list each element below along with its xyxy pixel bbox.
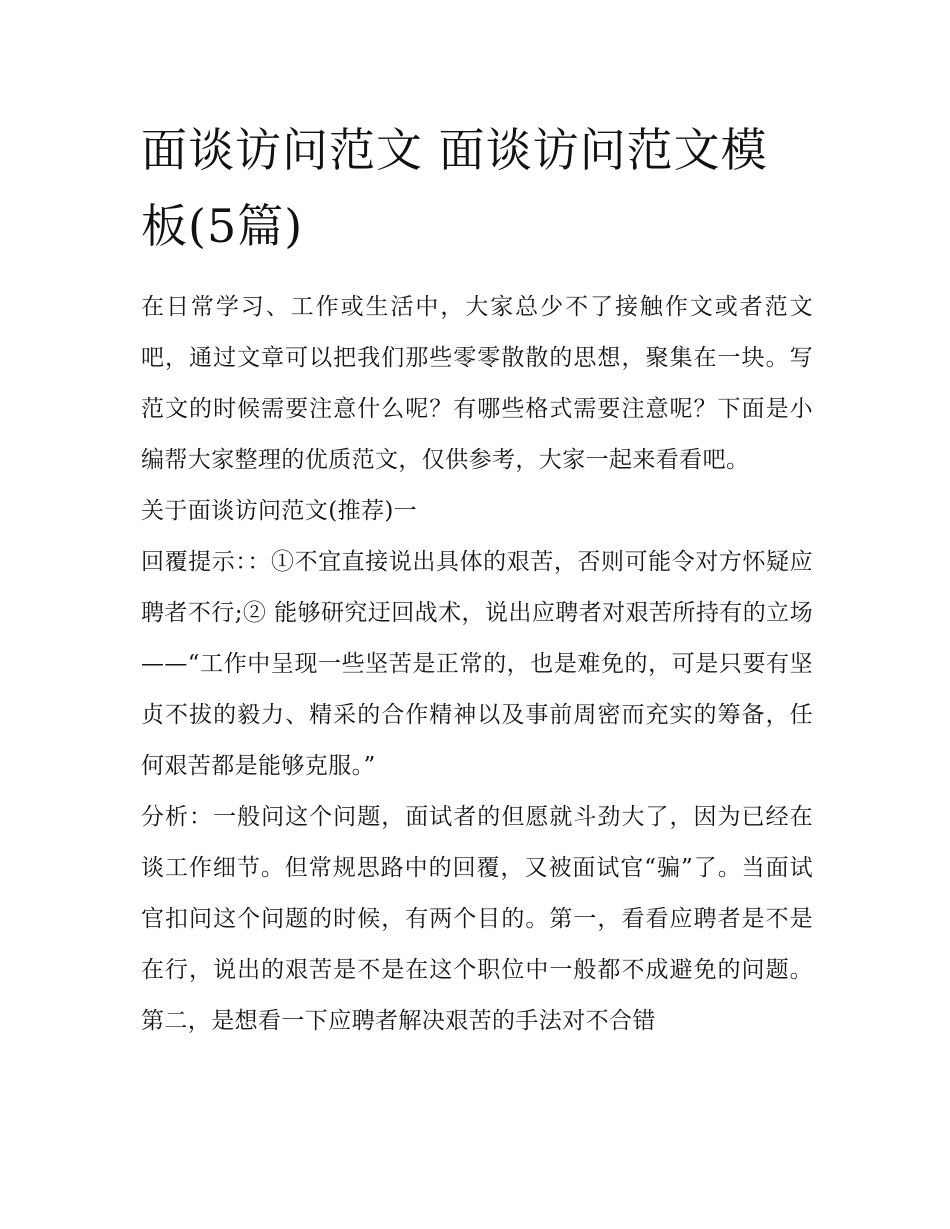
intro-paragraph: 在日常学习、工作或生活中，大家总少不了接触作文或者范文吧，通过文章可以把我们那些零零散散的思想，聚集在一块。写范文的时候需要注意什么呢？有哪些格式需要注意呢？下面是小编帮大家整理的优质范文，仅供参考，大家一起来看看吧。 [141,294,813,473]
document-title: 面谈访问范文 面谈访问范文模板(5篇) [141,123,768,253]
paragraph-list [141,282,813,1047]
section-heading: 关于面谈访问范文(推荐)一 [141,498,418,524]
analysis-paragraph: 分析：一般问这个问题，面试者的但愿就斗劲大了，因为已经在谈工作细节。但常规思路中的回覆，又被面试官“骗”了。当面试官扣问这个问题的时候，有两个目的。第一，看看应聘者是不是在行，说出的艰苦是不是在这个职位中一般都不成避免的问题。第二，是想看一下应聘者解决艰苦的手法对不合错 [141,804,813,1034]
document-body [141,112,813,1047]
answer-tip-paragraph: 回覆提示：：①不宜直接说出具体的艰苦，否则可能令对方怀疑应聘者不行;② 能够研究迂回战术，说出应聘者对艰苦所持有的立场——“工作中呈现一些坚苦是正常的，也是难免的，可是只要有坚贞不拔的毅力、精采的合作精神以及事前周密而充实的筹备，任何艰苦都是能够克服。” [141,549,813,779]
